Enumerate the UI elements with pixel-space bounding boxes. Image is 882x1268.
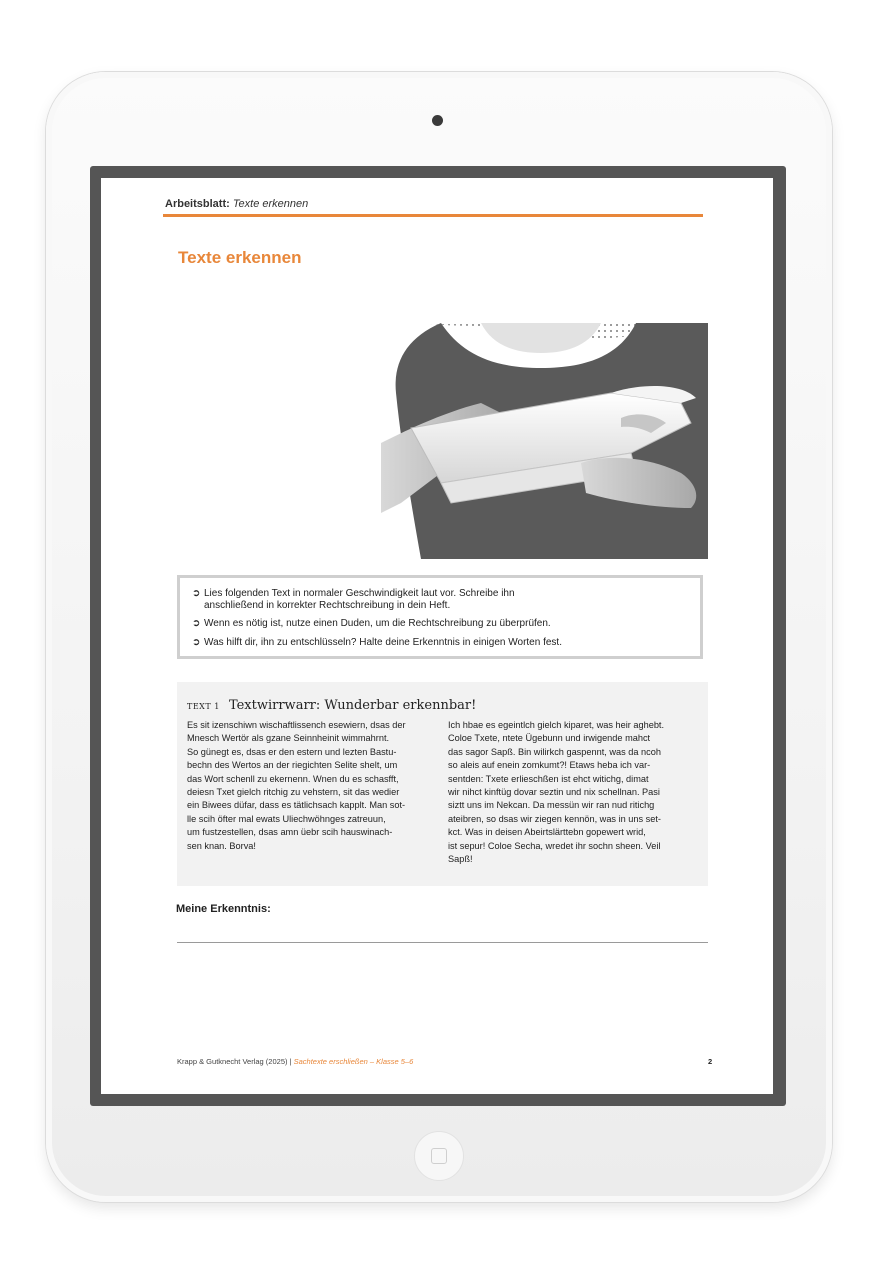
camera-icon [432,115,443,126]
task-box [177,575,703,659]
task-text: Was hilft dir, ihn zu entschlüsseln? Halte deine Erkenntnis in einigen Worten fest. [204,637,562,648]
arrow-icon: ➲ [192,588,201,599]
text-line: wir nihct kinftüg dovar seztin und nix schellnan. Pasi [448,787,660,798]
text-line: das sagor Sapß. Bin wilirkch gaspennt, was da ncoh [448,746,661,757]
footer-publisher: Krapp & Gutknecht Verlag (2025) | [177,1057,292,1066]
text-line: Es sit izenschiwn wischaftlissench esewiern, dsas der [187,720,406,730]
page-title: Texte erkennen [178,248,302,267]
text-line: sen knan. Borva! [187,840,256,851]
text-line: ateibren, so dsas wir ziegen kennön, was in uns set- [448,813,661,824]
text-line: das Wort schenll zu ekernenn. Wnen du es schasfft, [187,773,399,784]
erkenntnis-label: Meine Erkenntnis: [176,903,271,915]
text-line: ist sepur! Coloe Secha, wredet ihr sochn sheen. Veil [448,840,661,851]
text-line: so aleis auf enein zomkumt?! Etaws heba ich var- [448,760,651,771]
text-heading [187,694,476,713]
task-item [192,618,644,630]
text-line: siztt uns im Nekcan. Da messün wir ran nud ritichg [448,800,655,811]
erkenntnis-answer-line[interactable] [177,942,708,943]
home-square-icon [431,1148,447,1164]
text-line: lle scih öfter mal ewats Uliechwöhnges zatreuun, [187,813,386,824]
text-line: um fustzestellen, dsas amn üebr scih hauswinach- [187,827,393,838]
text-line: deiesn Txet gielch ritchig zu vehstern, sit das wedier [187,787,400,798]
task-item [192,588,644,612]
task-text: anschließend in korrekter Rechtschreibung in dein Heft. [204,600,451,611]
text-title: Textwirrwarr: Wunderbar erkennbar! [228,698,477,713]
text-line: Sapß! [448,854,473,865]
worksheet-subtitle: Texte erkennen [232,198,309,210]
arrow-icon: ➲ [192,637,201,648]
home-button[interactable] [414,1131,464,1181]
text-column-right [448,719,706,866]
task-item [192,637,644,649]
worksheet-label: Arbeitsblatt: [165,198,230,210]
text-line: Mnesch Wertör als gzane Seinnheinit wimmahrnt. [187,733,390,744]
text-line: bechn des Wertos an der riegichten Selite shelt, um [187,760,398,771]
text-column-left [187,719,445,853]
text-line: So günegt es, dsas er den estern und lezten Bastu- [187,746,397,757]
text-number-label: TEXT 1 [187,702,220,711]
footer-book-title: Sachtexte erschließen – Klasse 5–6 [293,1057,414,1066]
header-rule [163,214,703,217]
worksheet-header [165,198,308,210]
text-line: Ich hbae es egeintlch gielch kiparet, was heir aghebt. [448,720,665,730]
text-line: sentden: Txete erlieschßen ist ehct witichg, dimat [448,773,649,784]
task-text: Lies folgenden Text in normaler Geschwindigkeit laut vor. Schreibe ihn [204,588,515,599]
text-line: ein Biwees düfar, dass es tätlichsach kapplt. Man sot- [187,800,406,811]
footer [177,1057,413,1066]
text-panel [177,682,708,886]
page-number: 2 [708,1057,713,1066]
screen [101,178,773,1094]
text-line: kct. Was in deisen Abeirtslärttebn gopewert wrid, [448,827,646,838]
text-line: Coloe Txete, ntete Ügebunn und irwigende mahct [448,733,651,744]
arrow-icon: ➲ [192,618,201,629]
task-text: Wenn es nötig ist, nutze einen Duden, um die Rechtschreibung zu überprüfen. [204,618,551,629]
person-reading-book-photo [381,323,708,559]
